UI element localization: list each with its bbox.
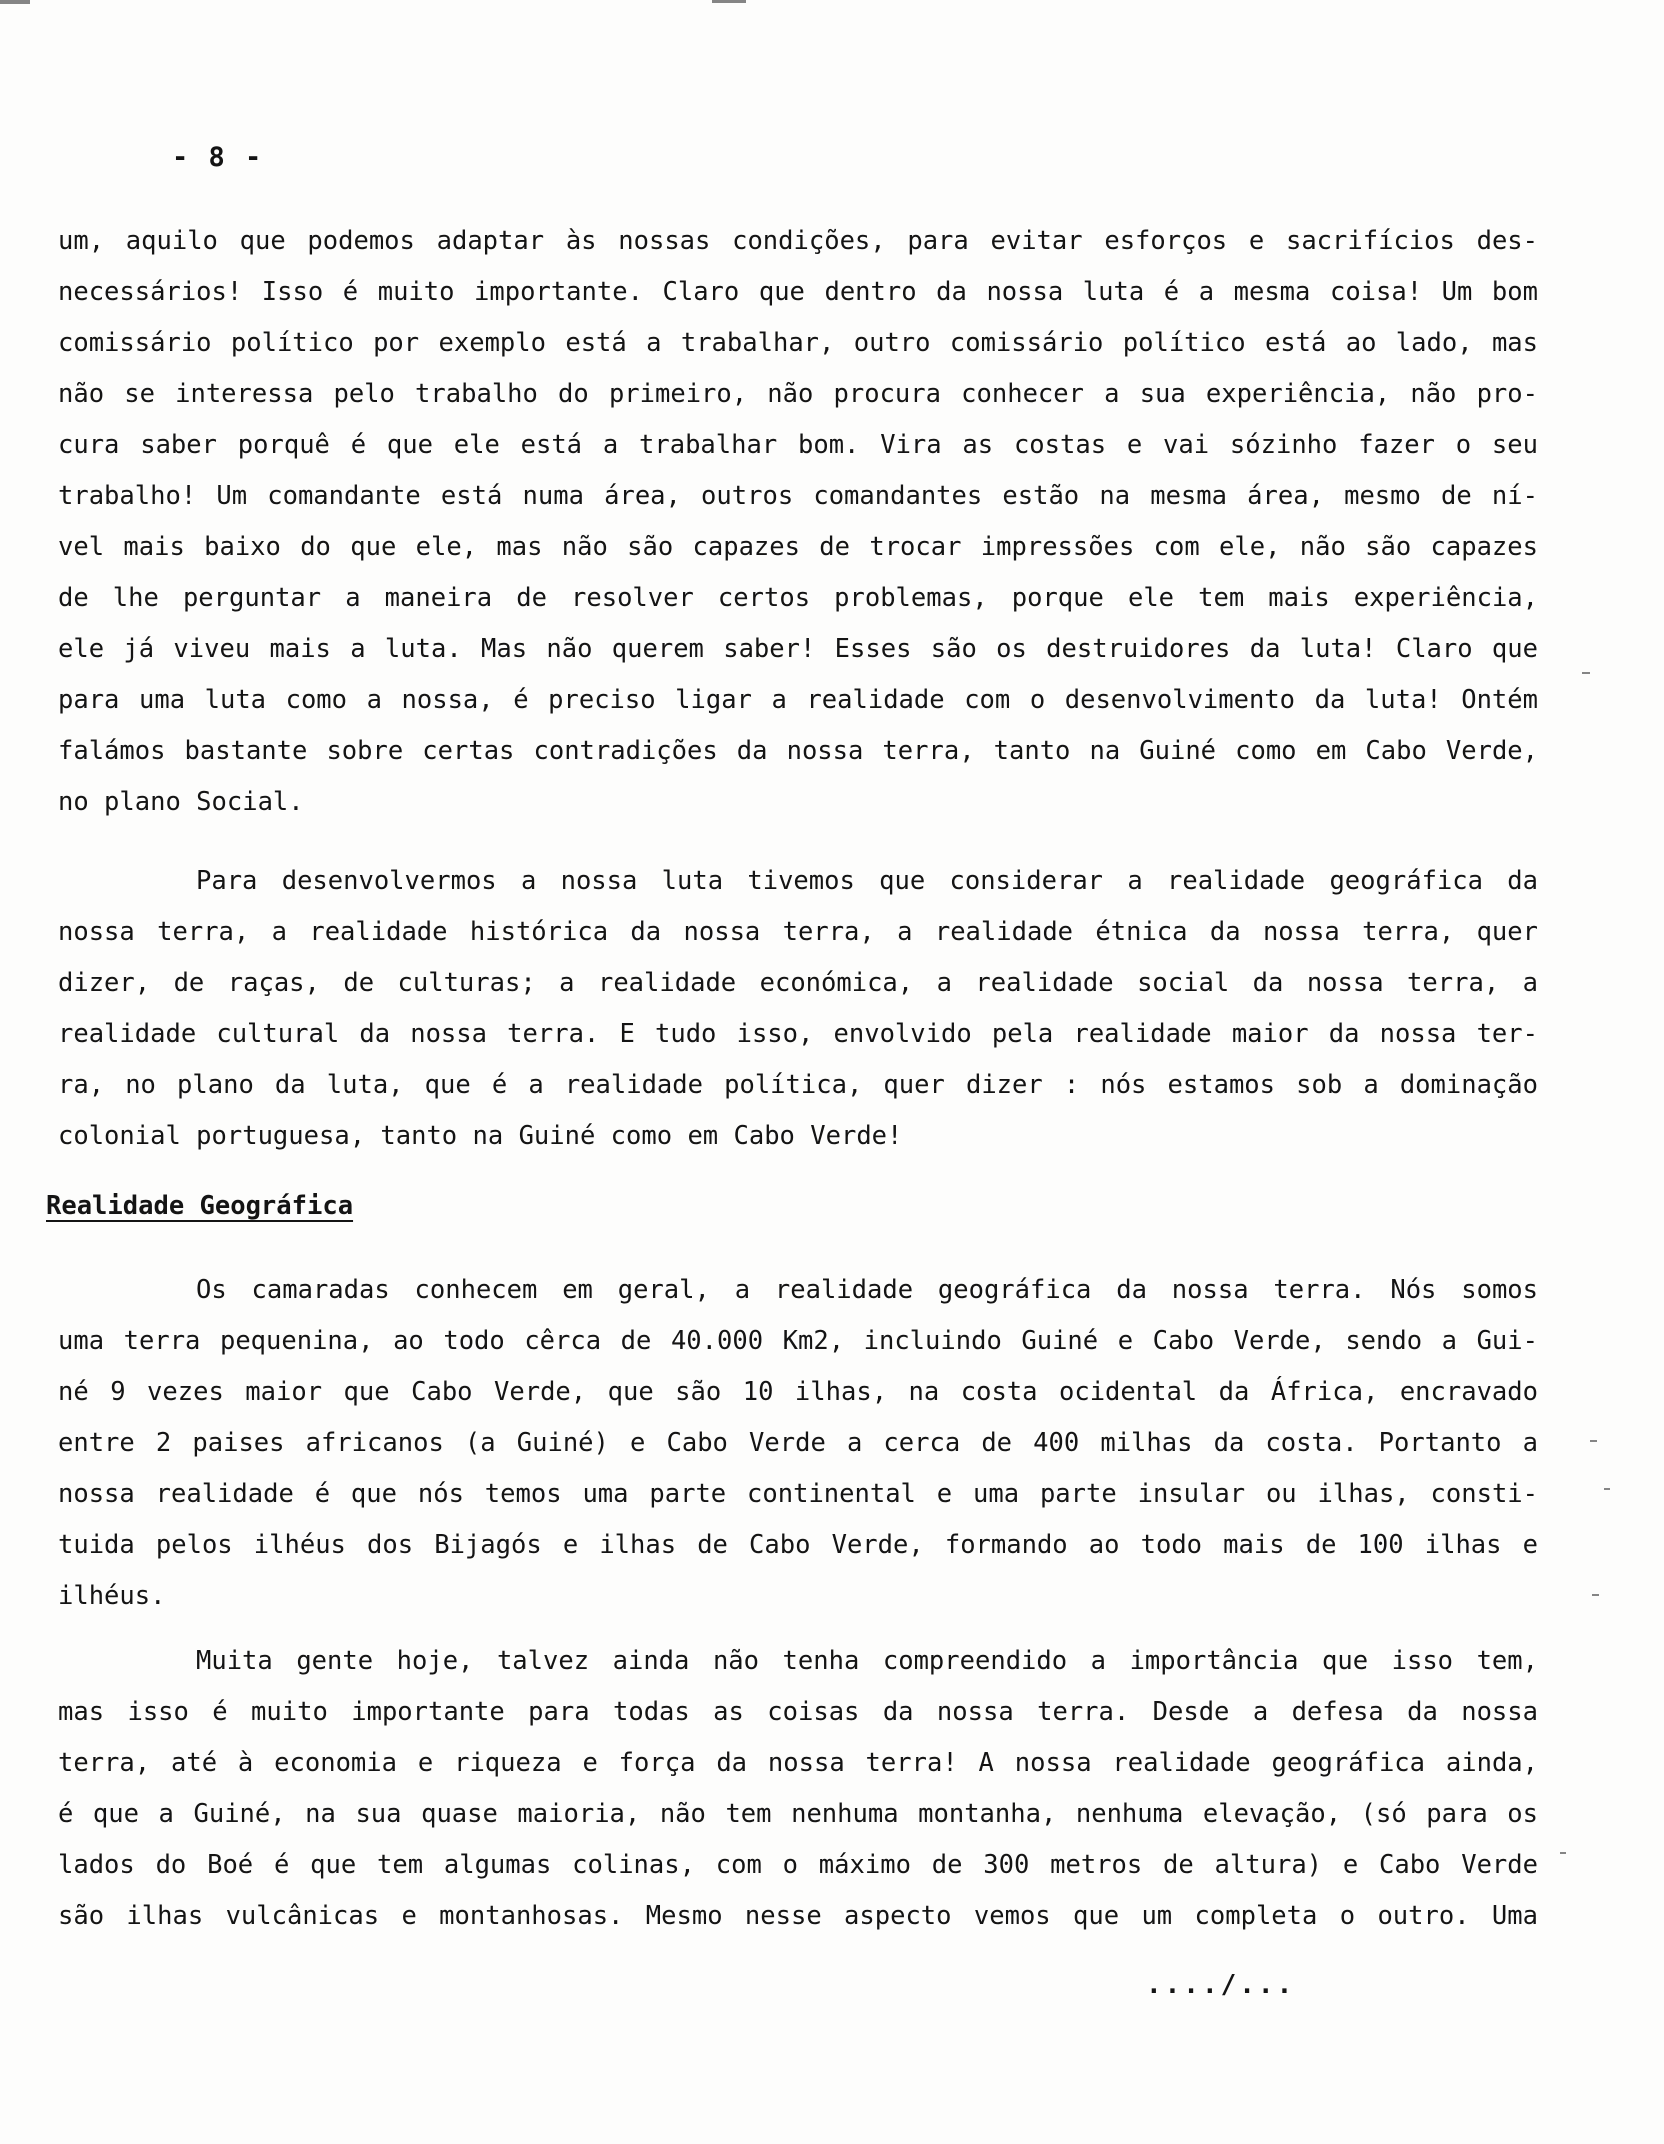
text-line: falámos bastante sobre certas contradições da nossa terra, tanto na Guiné como em Cabo Verde, <box>58 736 1538 766</box>
paragraph-4 <box>58 1636 1538 1942</box>
scan-speck <box>0 0 30 4</box>
text-line: um, aquilo que podemos adaptar às nossas condições, para evitar esforços e sacrifícios des- <box>58 226 1538 256</box>
text-line: não se interessa pelo trabalho do primeiro, não procura conhecer a sua experiência, não pro- <box>58 379 1538 409</box>
text-line: Muita gente hoje, talvez ainda não tenha compreendido a importância que isso tem, <box>196 1646 1538 1676</box>
text-line: para uma luta como a nossa, é preciso ligar a realidade com o desenvolvimento da luta! Ontém <box>58 685 1538 715</box>
text-line: nossa terra, a realidade histórica da nossa terra, a realidade étnica da nossa terra, quer <box>58 917 1538 947</box>
text-line: Os camaradas conhecem em geral, a realidade geográfica da nossa terra. Nós somos <box>196 1275 1538 1305</box>
text-line: Para desenvolvermos a nossa luta tivemos que considerar a realidade geográfica da <box>196 866 1538 896</box>
scan-speck <box>1604 1488 1610 1490</box>
text-line: vel mais baixo do que ele, mas não são capazes de trocar impressões com ele, não são capazes <box>58 532 1538 562</box>
section-heading: Realidade Geográfica <box>46 1191 354 1221</box>
scan-speck <box>1560 1852 1566 1854</box>
text-line: dizer, de raças, de culturas; a realidade económica, a realidade social da nossa terra, a <box>58 968 1538 998</box>
text-line: colonial portuguesa, tanto na Guiné como em Cabo Verde! <box>58 1121 903 1151</box>
scan-speck <box>1592 1594 1599 1596</box>
paragraph-3 <box>58 1265 1538 1622</box>
text-line: é que a Guiné, na sua quase maioria, não tem nenhuma montanha, nenhuma elevação, (só para os <box>58 1799 1538 1829</box>
text-line: de lhe perguntar a maneira de resolver certos problemas, porque ele tem mais experiência, <box>58 583 1538 613</box>
text-line: mas isso é muito importante para todas as coisas da nossa terra. Desde a defesa da nossa <box>58 1697 1538 1727</box>
text-line: lados do Boé é que tem algumas colinas, com o máximo de 300 metros de altura) e Cabo Verde <box>58 1850 1538 1880</box>
text-line: trabalho! Um comandante está numa área, outros comandantes estão na mesma área, mesmo de ní- <box>58 481 1538 511</box>
scan-speck <box>712 0 746 3</box>
text-line: realidade cultural da nossa terra. E tudo isso, envolvido pela realidade maior da nossa ter- <box>58 1019 1538 1049</box>
text-line: no plano Social. <box>58 787 304 817</box>
text-line: terra, até à economia e riqueza e força da nossa terra! A nossa realidade geográfica ainda, <box>58 1748 1538 1778</box>
text-line: ra, no plano da luta, que é a realidade política, quer dizer : nós estamos sob a dominação <box>58 1070 1538 1100</box>
text-line: cura saber porquê é que ele está a trabalhar bom. Vira as costas e vai sózinho fazer o seu <box>58 430 1538 460</box>
page-number: - 8 - <box>172 142 264 173</box>
paragraph-1 <box>58 216 1538 828</box>
scan-speck <box>1590 1440 1597 1442</box>
text-line: nossa realidade é que nós temos uma parte continental e uma parte insular ou ilhas, consti- <box>58 1479 1538 1509</box>
text-line: ilhéus. <box>58 1581 166 1611</box>
text-line: ele já viveu mais a luta. Mas não querem saber! Esses são os destruidores da luta! Claro que <box>58 634 1538 664</box>
scan-speck <box>1582 672 1590 674</box>
text-line: tuida pelos ilhéus dos Bijagós e ilhas de Cabo Verde, formando ao todo mais de 100 ilhas e <box>58 1530 1538 1560</box>
text-line: uma terra pequenina, ao todo cêrca de 40.000 Km2, incluindo Guiné e Cabo Verde, sendo a Gui- <box>58 1326 1538 1356</box>
paragraph-2 <box>58 856 1538 1162</box>
text-line: entre 2 paises africanos (a Guiné) e Cabo Verde a cerca de 400 milhas da costa. Portanto a <box>58 1428 1538 1458</box>
text-line: comissário político por exemplo está a trabalhar, outro comissário político está ao lado, mas <box>58 328 1538 358</box>
text-line: são ilhas vulcânicas e montanhosas. Mesmo nesse aspecto vemos que um completa o outro. Uma <box>58 1901 1538 1931</box>
text-line: necessários! Isso é muito importante. Claro que dentro da nossa luta é a mesma coisa! Um bom <box>58 277 1538 307</box>
continuation-mark: ..../... <box>1146 1970 1296 2000</box>
text-line: né 9 vezes maior que Cabo Verde, que são 10 ilhas, na costa ocidental da África, encravado <box>58 1377 1538 1407</box>
